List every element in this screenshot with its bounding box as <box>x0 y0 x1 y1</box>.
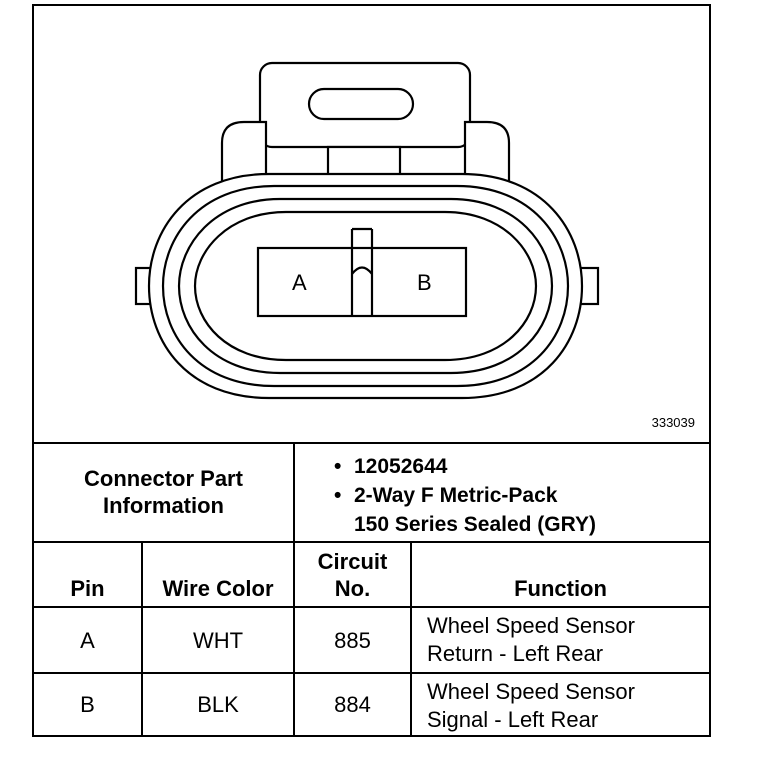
connector-drawing <box>34 6 709 442</box>
part-description-line1: 2-Way F Metric-Pack <box>354 484 558 507</box>
bullet-icon: • <box>334 484 342 507</box>
part-info-label: Connector Part Information <box>84 466 243 518</box>
header-circuit <box>295 547 410 603</box>
header-wire-color: Wire Color <box>162 575 274 601</box>
row-b-function-line2: Signal - Left Rear <box>427 707 599 732</box>
row-a-function-line2: Return - Left Rear <box>427 641 604 666</box>
header-function: Function <box>514 575 607 601</box>
row-a-function-line1: Wheel Speed Sensor <box>427 613 635 638</box>
row-a-pin: A <box>80 627 95 653</box>
connector-frame <box>32 4 711 737</box>
header-circuit-line2: No. <box>334 576 371 601</box>
figure-id: 333039 <box>651 415 695 430</box>
row-b-wire-color: BLK <box>197 692 239 717</box>
row-a-circuit: 885 <box>334 627 371 653</box>
row-b-function <box>427 678 635 734</box>
row-b-pin: B <box>80 692 95 717</box>
row-a-wire-color: WHT <box>192 627 244 653</box>
header-pin: Pin <box>70 575 105 601</box>
outer-shell <box>149 174 582 398</box>
part-number: 12052644 <box>354 455 448 478</box>
header-circuit-line1: Circuit <box>317 549 388 574</box>
part-description-line2: 150 Series Sealed (GRY) <box>354 513 597 536</box>
cavity-b-label: B <box>417 270 432 295</box>
bullet-icon: • <box>334 455 342 478</box>
latch-body <box>260 63 470 147</box>
row-a-function <box>427 612 635 668</box>
connector-face-illustration <box>34 6 709 442</box>
row-b-circuit: 884 <box>334 692 371 717</box>
divider-info <box>34 541 709 543</box>
row-b-function-line1: Wheel Speed Sensor <box>427 679 635 704</box>
part-info-details <box>334 452 596 539</box>
cavity-a-label: A <box>292 270 307 295</box>
